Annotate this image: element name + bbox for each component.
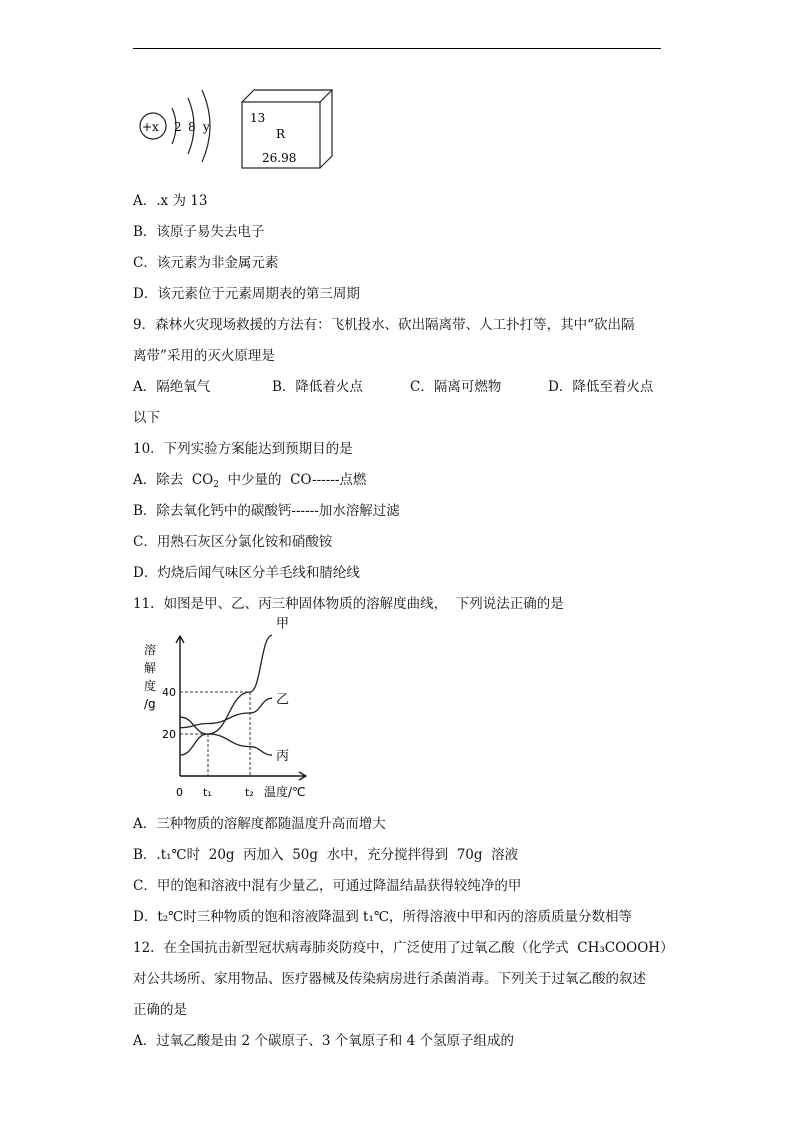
q10-option-a-subscript: 2 [213,480,219,490]
q8-option-d: D．该元素位于元素周期表的第三周期 [133,286,360,302]
header-rule [133,48,661,49]
series-label-2: 乙 [276,692,290,708]
q12-option-a: A．过氧乙酸是由 2 个碳原子、3 个氧原子和 4 个氢原子组成的 [133,1033,514,1049]
y-axis-label-part-4: /g [144,697,156,711]
y-tick-label: 20 [162,728,176,741]
element-symbol: R [276,127,286,141]
shell-electrons-3: y [203,120,210,134]
q11-option-b: B．.t₁℃时 20g 丙加入 50g 水中，充分搅拌得到 70g 溶液 [133,847,519,863]
y-axis-label-part-3: 度 [144,679,157,693]
element-atomic-number: 13 [250,111,266,125]
x-tick-label-1: t₁ [203,786,212,799]
q10-option-c: C．用熟石灰区分氯化铵和硝酸铵 [133,534,333,550]
series-curve-1 [180,635,272,755]
q10-option-a [133,471,366,494]
y-axis-label-part-2: 解 [144,661,157,675]
x-axis-label: 温度/℃ [264,785,306,799]
series-label-3: 丙 [276,749,290,764]
q8-option-b: B．该原子易失去电子 [133,224,265,240]
x-tick-label-2: t₂ [245,786,254,799]
q12-stem-line1: 12．在全国抗击新型冠状病毒肺炎防疫中，广泛使用了过氧乙酸（化学式 CH₃COOOH） [133,940,674,956]
q9-option-c: C．隔离可燃物 [410,379,502,395]
solubility-curve-chart [138,616,328,806]
series-curve-2 [180,698,272,727]
q10-option-b: B．除去氧化钙中的碳酸钙------加水溶解过滤 [133,503,400,519]
y-axis-label-part-1: 溶 [144,643,157,657]
q9-option-a: A．隔绝氧气 [133,379,211,395]
q10-option-a-post: 中少量的 CO------点燃 [218,472,367,488]
q12-stem-line2: 对公共场所、家用物品、医疗器械及传染病房进行杀菌消毒。下列关于过氧乙酸的叙述 [133,971,646,987]
q9-option-b: B．降低着火点 [272,379,363,395]
series-curve-3 [180,717,272,755]
q12-stem-line3: 正确的是 [133,1002,187,1018]
q11-stem: 11．如图是甲、乙、丙三种固体物质的溶解度曲线， 下列说法正确的是 [133,596,564,612]
shell-electrons-1: 2 [174,120,182,134]
series-label-1: 甲 [276,616,290,632]
q10-stem: 10．下列实验方案能达到预期目的是 [133,441,353,457]
q9-stem-line2: 离带”采用的灭火原理是 [133,348,275,364]
q11-option-c: C．甲的饱和溶液中混有少量乙，可通过降温结晶获得较纯净的甲 [133,878,522,894]
q8-option-c: C．该元素为非金属元素 [133,255,279,271]
q11-option-d: D．t₂℃时三种物质的饱和溶液降温到 t₁℃，所得溶液中甲和丙的溶质质量分数相等 [133,909,632,925]
q9-option-d: D．降低至着火点 [548,379,654,395]
q9-option-d-continued: 以下 [133,410,160,426]
q10-option-a-pre: A．除去 CO [133,472,214,488]
q9-stem-line1: 9．森林火灾现场救援的方法有：飞机投水、砍出隔离带、人工扑打等，其中“砍出隔 [133,317,635,333]
atom-structure-figure [130,78,340,170]
q10-option-d: D．灼烧后闻气味区分羊毛线和腈纶线 [133,565,360,581]
y-tick-label: 40 [162,686,176,699]
q11-option-a: A．三种物质的溶解度都随温度升高而增大 [133,816,386,832]
shell-electrons-2: 8 [188,120,196,134]
element-atomic-mass: 26.98 [262,151,297,165]
origin-label: 0 [176,786,183,799]
nucleus-label: +x [142,120,159,134]
q8-option-a: A．.x 为 13 [133,193,208,209]
